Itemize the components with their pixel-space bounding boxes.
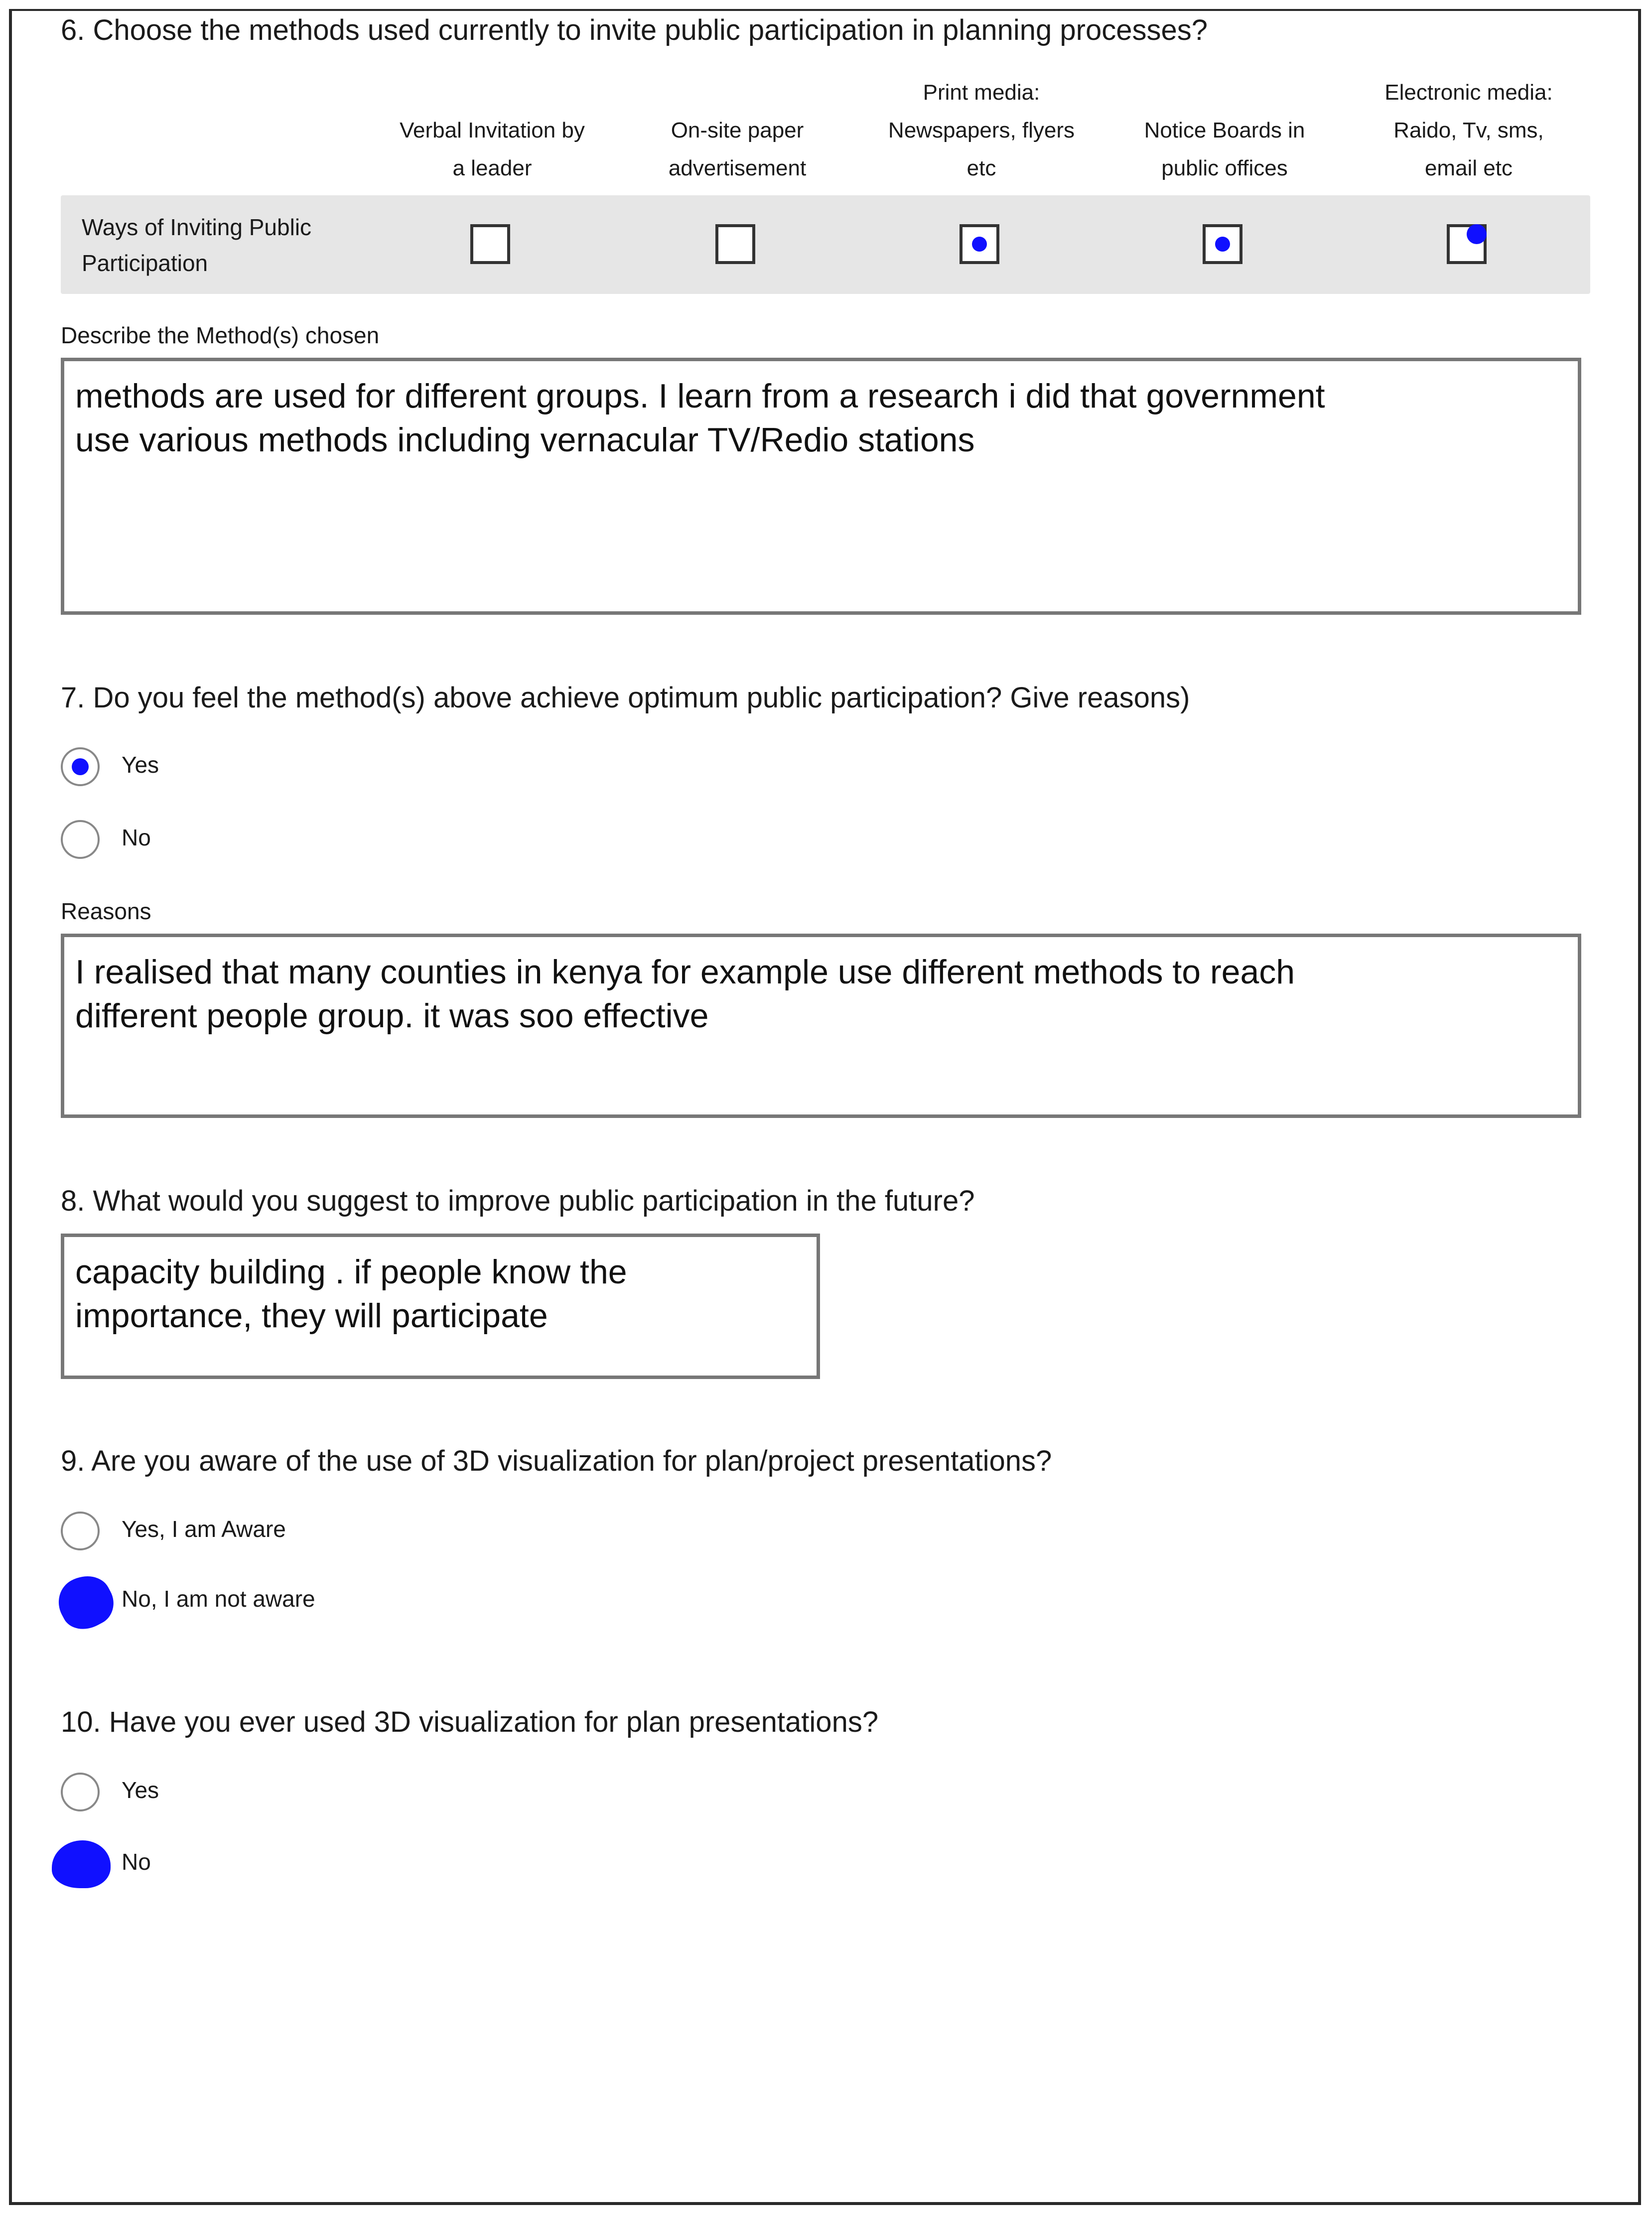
suggestion-textarea[interactable]: capacity building . if people know the importance, they will participate xyxy=(61,1234,820,1379)
checkbox-mark xyxy=(1215,237,1230,252)
describe-methods-label: Describe the Method(s) chosen xyxy=(61,322,380,348)
question-10-title: 10. Have you ever used 3D visualization for plan presentations? xyxy=(61,1706,879,1738)
reasons-label: Reasons xyxy=(61,898,151,924)
radio-q9-aware[interactable] xyxy=(61,1512,100,1550)
checkbox-mark xyxy=(972,237,987,252)
radio-q10-yes-label: Yes xyxy=(122,1777,159,1803)
question-7-title: 7. Do you feel the method(s) above achieve optimum public participation? Give reasons) xyxy=(61,682,1190,714)
column-header-onsite-paper: On-site paper advertisement xyxy=(668,118,807,180)
radio-q7-yes[interactable] xyxy=(61,747,100,786)
radio-q9-aware-label: Yes, I am Aware xyxy=(122,1516,286,1542)
reasons-textarea[interactable]: I realised that many counties in kenya for example use different methods to reach different people group. it was soo effective xyxy=(61,934,1581,1118)
checkbox-onsite-paper[interactable] xyxy=(715,224,755,264)
radio-q9-not-aware-label: No, I am not aware xyxy=(122,1586,315,1612)
column-header-notice-boards: Notice Boards in public offices xyxy=(1144,118,1305,180)
checkbox-print-media[interactable] xyxy=(960,224,999,264)
column-header-verbal-invitation: Verbal Invitation by a leader xyxy=(400,118,585,180)
radio-q10-yes[interactable] xyxy=(61,1773,100,1811)
methods-row-label: Ways of Inviting Public Participation xyxy=(82,214,312,276)
question-6-title: 6. Choose the methods used currently to invite public participation in planning processes? xyxy=(61,14,1208,46)
radio-q7-no-label: No xyxy=(122,825,151,850)
radio-q10-no-label: No xyxy=(122,1849,151,1875)
question-8-title: 8. What would you suggest to improve public participation in the future? xyxy=(61,1185,975,1217)
checkbox-verbal-invitation[interactable] xyxy=(470,224,510,264)
checkbox-notice-boards[interactable] xyxy=(1203,224,1242,264)
checkbox-mark xyxy=(1467,224,1487,244)
radio-selected-mark xyxy=(72,758,89,775)
column-header-print-media: Print media: Newspapers, flyers etc xyxy=(888,80,1075,180)
describe-methods-textarea[interactable]: methods are used for different groups. I learn from a research i did that government use various methods including vernacular TV/Redio stations xyxy=(61,358,1581,615)
radio-q7-yes-label: Yes xyxy=(122,752,159,778)
column-header-electronic-media: Electronic media: Raido, Tv, sms, email etc xyxy=(1384,80,1553,180)
radio-q7-no[interactable] xyxy=(61,820,100,859)
question-9-title: 9. Are you aware of the use of 3D visualization for plan/project presentations? xyxy=(61,1445,1052,1477)
checkbox-electronic-media[interactable] xyxy=(1447,224,1487,264)
